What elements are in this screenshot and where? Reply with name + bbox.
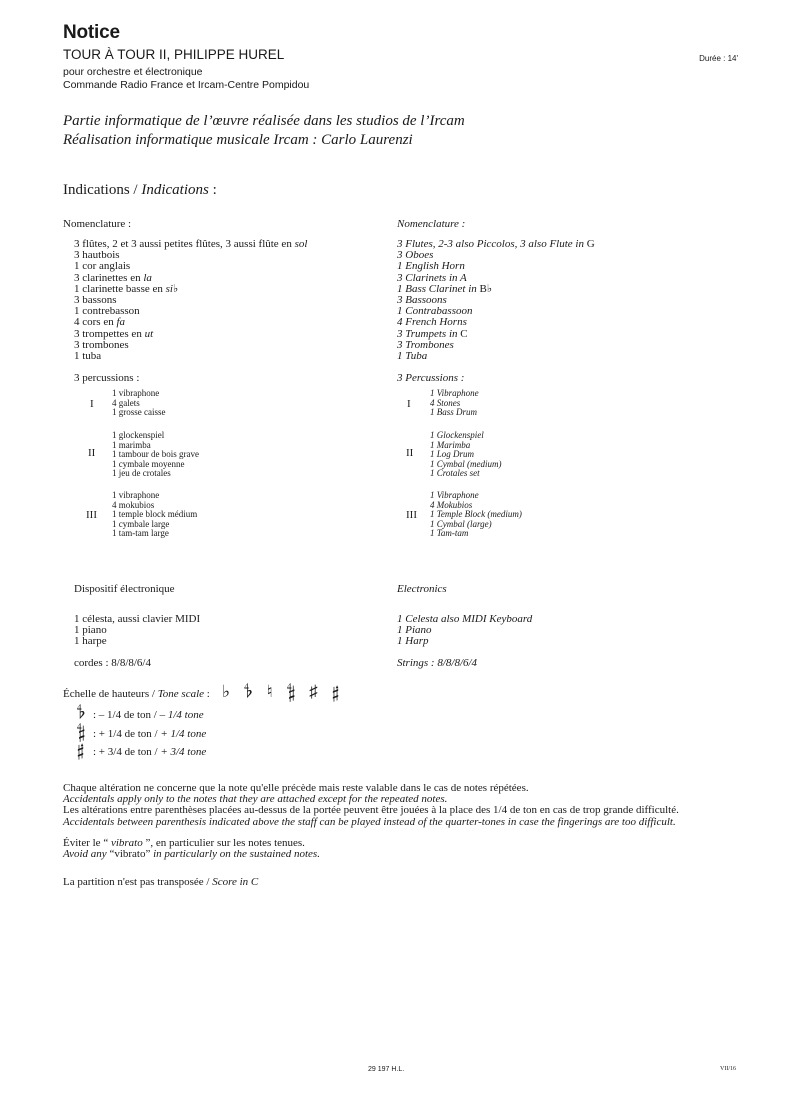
percussion-item: 1 temple block médium (112, 509, 198, 520)
instrument-item: 3 Trumpets in C (397, 327, 468, 340)
legend-text-en: + 1/4 tone (160, 728, 207, 740)
indications-label-en: Indications (141, 182, 209, 198)
quarter-sharp-icon: 𝄲 (77, 722, 86, 741)
duration: Durée : 14' (699, 54, 738, 63)
percussion-item: 1 Bass Drum (430, 407, 478, 418)
percussion-item: 1 Cymbal (large) (430, 518, 492, 529)
percussion-item: 1 Marimba (430, 439, 471, 450)
instrument-item: 1 contrebasson (74, 305, 140, 318)
strings-fr: cordes : 8/8/8/6/4 (74, 657, 151, 669)
instrument-item: 1 English Horn (397, 260, 465, 273)
instrument-item: 3 trombones (74, 338, 129, 351)
percussion-item: 1 grosse caisse (112, 407, 166, 418)
legend-text-fr: : + 3/4 de ton / (93, 746, 161, 758)
note-accidentals-en: Accidentals apply only to the notes that they are attached except for the repeated notes. (63, 793, 448, 806)
percussion-group-list-fr (112, 431, 199, 479)
instrument-item: 3 Bassoons (397, 293, 447, 306)
three-quarter-sharp-icon: 𝄰 (77, 740, 84, 759)
score-note (63, 877, 258, 888)
nomenclature-label-fr: Nomenclature : (63, 218, 132, 230)
percussion-item: 1 Vibraphone (430, 388, 479, 398)
percussion-item: 1 Tam-tam (430, 528, 469, 539)
electronics-item: 1 célesta, aussi clavier MIDI (74, 613, 201, 625)
instrument-item: 1 tuba (74, 349, 102, 362)
instrument-item: 4 French Horns (397, 316, 467, 329)
percussion-item: 1 vibraphone (112, 490, 160, 500)
vibrato-en-word: “vibrato” (109, 848, 151, 861)
percussion-item: 1 Log Drum (430, 449, 475, 460)
percussion-group-list-en (430, 491, 522, 539)
percussion-item: 1 tam-tam large (112, 528, 169, 539)
strings-en: Strings : 8/8/8/6/4 (397, 657, 478, 669)
percussion-item: 4 Stones (430, 397, 461, 408)
instrument-item: 3 Flutes, 2-3 also Piccolos, 3 also Flute in G (397, 238, 595, 250)
percussion-group-roman: II (88, 447, 96, 459)
electronics-item: 1 Harp (397, 635, 429, 648)
electronics-list-en (397, 614, 532, 648)
legend-text-fr: : + 1/4 de ton / (93, 728, 161, 740)
percussion-item: 1 Cymbal (medium) (430, 458, 502, 469)
instrument-item: 3 Oboes (397, 249, 434, 262)
percussion-item: 1 glockenspiel (112, 430, 165, 440)
percussion-item: 1 Glockenspiel (430, 430, 484, 440)
note-parenthesis-en: Accidentals between parenthesis indicated above the staff can be played instead of the quarter-tones in case the fingerings are too difficult. (63, 815, 676, 828)
legend-quarter-flat (77, 703, 204, 722)
page-heading: Notice (63, 22, 120, 43)
percussion-item: 4 mokubios (112, 499, 155, 510)
instrument-item: 1 Contrabassoon (397, 305, 473, 318)
score-note-fr: La partition n'est pas transposée / (63, 876, 213, 888)
percussion-group-list-en (430, 389, 479, 418)
percussion-label-fr: 3 percussions : (74, 372, 140, 384)
electronics-item: 1 piano (74, 624, 107, 637)
quarter-flat-icon: 𝄳 (77, 703, 86, 722)
electronics-label-en: Electronics (397, 583, 447, 595)
legend-text-fr: : – 1/4 de ton / (93, 709, 160, 721)
tone-scale-label (63, 688, 210, 700)
instrument-list-en (397, 239, 595, 362)
legend-quarter-sharp (77, 722, 207, 741)
subtitle-commission: Commande Radio France et Ircam-Centre Pompidou (63, 79, 310, 91)
percussion-group-roman: I (90, 398, 94, 410)
percussion-item: 1 Crotales set (430, 468, 480, 479)
legend-text-en: – 1/4 tone (159, 709, 204, 721)
instrument-item: 3 flûtes, 2 et 3 aussi petites flûtes, 3 aussi flûte en sol (74, 238, 308, 250)
tone-scale-label-suffix: : (204, 688, 210, 700)
tone-scale-label-fr: Échelle de hauteurs / (63, 688, 158, 700)
indications-heading (63, 182, 217, 199)
electronics-item: 1 Celesta also MIDI Keyboard (397, 613, 533, 625)
instrument-item: 3 hautbois (74, 249, 120, 262)
percussion-group-list-fr (112, 389, 166, 418)
percussion-item: 1 Vibraphone (430, 490, 479, 500)
instrument-item: 3 trompettes en ut (74, 327, 154, 340)
instrument-item: 1 Tuba (397, 349, 428, 362)
indications-suffix: : (208, 182, 217, 198)
electronics-label-fr: Dispositif électronique (74, 583, 175, 595)
legend-three-quarter-sharp (77, 740, 207, 759)
percussion-group-roman: III (86, 509, 97, 521)
percussion-group-list-en (430, 431, 502, 479)
note-parenthesis-fr: Les altérations entre parenthèses placées au-dessus de la portée peuvent être jouées à la place des 1/4 de ton en cas de trop grande difficulté. (63, 804, 679, 817)
instrument-item: 1 clarinette basse en si♭ (74, 282, 179, 295)
subtitle-instrumentation: pour orchestre et électronique (63, 66, 203, 78)
instrument-item: 3 Trombones (397, 338, 454, 351)
nomenclature-label-en: Nomenclature : (397, 218, 466, 230)
percussion-label-en: 3 Percussions : (397, 372, 465, 384)
percussion-item: 1 marimba (112, 439, 151, 450)
vibrato-en-part: Avoid any (63, 848, 110, 861)
percussion-item: 1 cymbale moyenne (112, 458, 185, 469)
vibrato-fr-part: ”, en particulier sur les notes tenues. (142, 837, 305, 849)
instrument-item: 4 cors en fa (74, 316, 126, 329)
vibrato-notes (63, 838, 320, 860)
page-number: VII/16 (720, 1066, 736, 1072)
percussion-item: 1 Temple Block (medium) (430, 509, 522, 520)
instrument-item: 1 cor anglais (74, 260, 131, 273)
catalog-number: 29 197 H.L. (368, 1066, 405, 1073)
percussion-item: 1 cymbale large (112, 518, 170, 529)
percussion-item: 4 galets (112, 397, 140, 408)
note-accidentals-fr: Chaque altération ne concerne que la note qu'elle précède mais reste valable dans le cas de notes répétées. (63, 782, 529, 794)
electronics-item: 1 harpe (74, 635, 107, 648)
percussion-item: 1 jeu de crotales (112, 468, 171, 479)
instrument-item: 3 clarinettes en la (74, 271, 152, 284)
percussion-group-roman: I (407, 398, 411, 410)
credit-line-realisation: Réalisation informatique musicale Ircam : Carlo Laurenzi (63, 132, 413, 148)
instrument-item: 3 Clarinets in A (397, 271, 467, 284)
vibrato-en-part: in particularly on the sustained notes. (150, 848, 320, 861)
percussion-item: 1 vibraphone (112, 388, 160, 398)
legend-text-en: + 3/4 tone (160, 746, 207, 758)
score-note-en: Score in C (212, 876, 259, 888)
work-title: TOUR À TOUR II, PHILIPPE HUREL (63, 47, 285, 62)
vibrato-fr-word: vibrato (110, 837, 143, 849)
percussion-item: 1 tambour de bois grave (112, 449, 199, 460)
instrument-item: 1 Bass Clarinet in B♭ (397, 282, 493, 295)
instrument-list-fr (74, 239, 307, 362)
electronics-list-fr (74, 614, 200, 648)
electronics-item: 1 Piano (397, 624, 432, 637)
vibrato-fr-part: Éviter le “ (63, 837, 111, 849)
accidentals-notes (63, 783, 679, 828)
percussion-item: 4 Mokubios (430, 499, 473, 510)
indications-label-fr: Indications / (63, 182, 142, 198)
instrument-item: 3 bassons (74, 293, 117, 306)
percussion-group-list-fr (112, 491, 197, 539)
credit-line-studios: Partie informatique de l’œuvre réalisée dans les studios de l’Ircam (63, 113, 465, 129)
note-vibrato-en (63, 849, 320, 860)
tone-scale-label-en: Tone scale (157, 688, 205, 700)
percussion-group-roman: II (406, 447, 414, 459)
accidental-glyphs-icon: ♭ 𝄳 ♮ 𝄲 ♯ 𝄰 (222, 682, 344, 701)
percussion-group-roman: III (406, 509, 417, 521)
